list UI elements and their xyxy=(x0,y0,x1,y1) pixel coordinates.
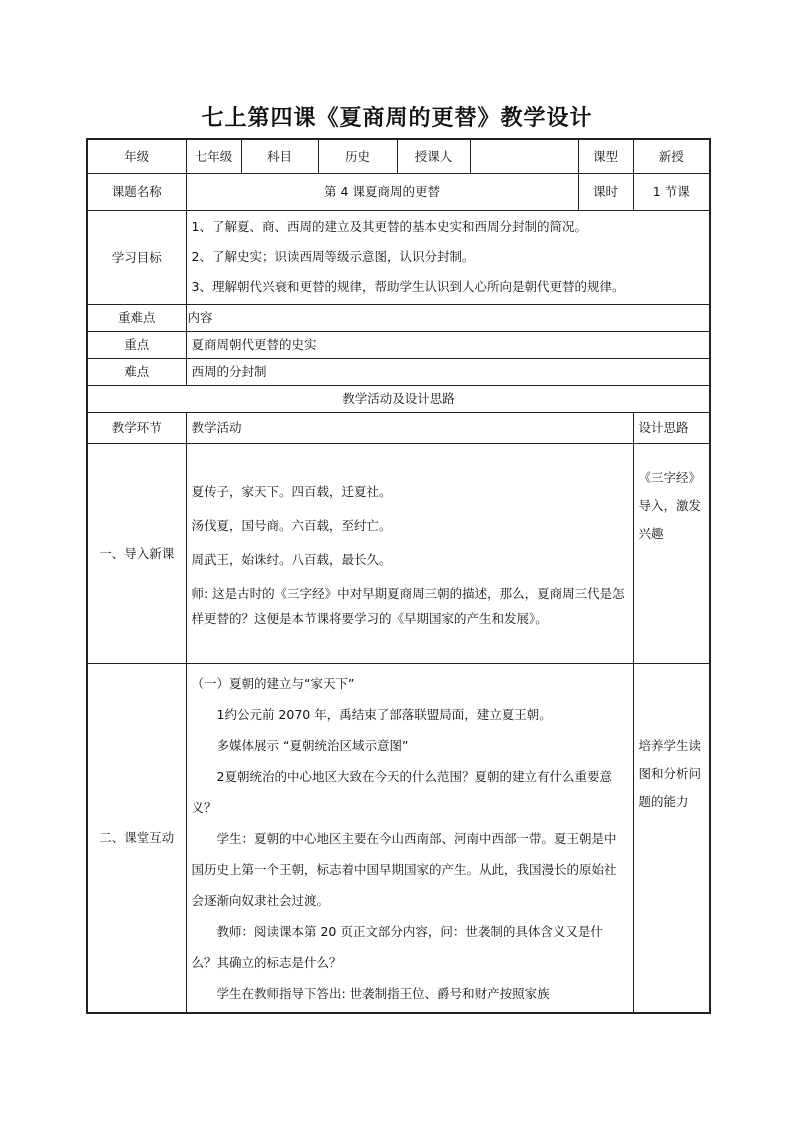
goals-label: 学习目标 xyxy=(87,210,186,304)
type-label: 课型 xyxy=(578,139,633,173)
key-point-value: 夏商周朝代更替的史实 xyxy=(186,331,710,358)
hours-value: 1 节课 xyxy=(633,173,710,210)
activities-title-row xyxy=(87,385,710,412)
difficulty-row xyxy=(87,304,710,331)
interact-paragraph: 教师：阅读课本第 20 页正文部分内容，问：世袭制的具体含义又是什么？其确立的标志是什么？ xyxy=(191,923,603,970)
interact-row xyxy=(87,663,710,1013)
lesson-plan-table xyxy=(86,138,711,1014)
teacher-value xyxy=(470,139,578,173)
hard-point-row xyxy=(87,358,710,385)
interact-heading: （一）夏朝的建立与“家天下” xyxy=(191,675,355,691)
teacher-label: 授课人 xyxy=(397,139,470,173)
topic-label: 课题名称 xyxy=(87,173,186,210)
interact-activity xyxy=(186,663,633,1013)
page-title: 七上第四课《夏商周的更替》教学设计 xyxy=(201,105,593,131)
activity-column-header: 教学活动 xyxy=(186,412,633,443)
hours-label: 课时 xyxy=(578,173,633,210)
grade-label: 年级 xyxy=(87,139,186,173)
goals-row xyxy=(87,210,710,304)
difficulty-label: 重难点 xyxy=(87,304,186,331)
activities-section-title: 教学活动及设计思路 xyxy=(87,385,710,412)
info-row-2 xyxy=(87,173,710,210)
intro-line: 汤伐夏，国号商。六百载，至纣亡。 xyxy=(191,518,392,533)
goals-list xyxy=(186,210,710,304)
difficulty-content: 内容 xyxy=(186,304,710,331)
interact-paragraph: 1约公元前 2070 年，禹结束了部落联盟局面，建立夏王朝。 xyxy=(216,706,552,722)
interact-paragraph: 学生在教师指导下答出: 世袭制指王位、爵号和财产按照家族 xyxy=(216,985,550,1001)
interact-paragraph: 多媒体展示 “夏朝统治区域示意图” xyxy=(216,737,409,753)
goal-item: 3、理解朝代兴衰和更替的规律，帮助学生认识到人心所向是朝代更替的规律。 xyxy=(191,279,625,294)
interact-paragraph: 2夏朝统治的中心地区大致在今天的什么范围？夏朝的建立有什么重要意义？ xyxy=(191,768,612,815)
intro-line: 夏传子，家天下。四百载，迁夏社。 xyxy=(191,484,392,499)
topic-value: 第 4 课夏商周的更替 xyxy=(186,173,578,210)
step-column-header: 教学环节 xyxy=(87,412,186,443)
info-row-1 xyxy=(87,139,710,173)
intro-line: 周武王，始诛纣。八百载，最长久。 xyxy=(191,552,392,567)
key-point-row xyxy=(87,331,710,358)
interact-design: 培养学生读图和分析问题的能力 xyxy=(633,663,710,1013)
design-column-header: 设计思路 xyxy=(633,412,710,443)
interact-paragraph: 学生：夏朝的中心地区主要在今山西南部、河南中西部一带。夏王朝是中国历史上第一个王朝，标志着中国早期国家的产生。从此，我国漫长的原始社会逐渐向奴隶社会过渡。 xyxy=(191,830,617,908)
hard-point-value: 西周的分封制 xyxy=(186,358,710,385)
subject-label: 科目 xyxy=(241,139,318,173)
goal-item: 1、了解夏、商、西周的建立及其更替的基本史实和西周分封制的简况。 xyxy=(191,219,587,234)
subject-value: 历史 xyxy=(318,139,397,173)
hard-point-label: 难点 xyxy=(87,358,186,385)
intro-activity xyxy=(186,443,633,663)
intro-step-label: 一、导入新课 xyxy=(87,443,186,663)
interact-step-label: 二、课堂互动 xyxy=(87,663,186,1013)
intro-row xyxy=(87,443,710,663)
type-value: 新授 xyxy=(633,139,710,173)
goal-item: 2、了解史实；识读西周等级示意图，认识分封制。 xyxy=(191,249,475,264)
activities-header-row xyxy=(87,412,710,443)
grade-value: 七年级 xyxy=(186,139,241,173)
intro-design: 《三字经》导入，激发兴趣 xyxy=(633,443,710,663)
intro-teacher-text: 师: 这是古时的《三字经》中对早期夏商周三朝的描述，那么，夏商周三代是怎样更替的？这便是本节课将要学习的《早期国家的产生和发展》。 xyxy=(191,586,625,626)
key-point-label: 重点 xyxy=(87,331,186,358)
